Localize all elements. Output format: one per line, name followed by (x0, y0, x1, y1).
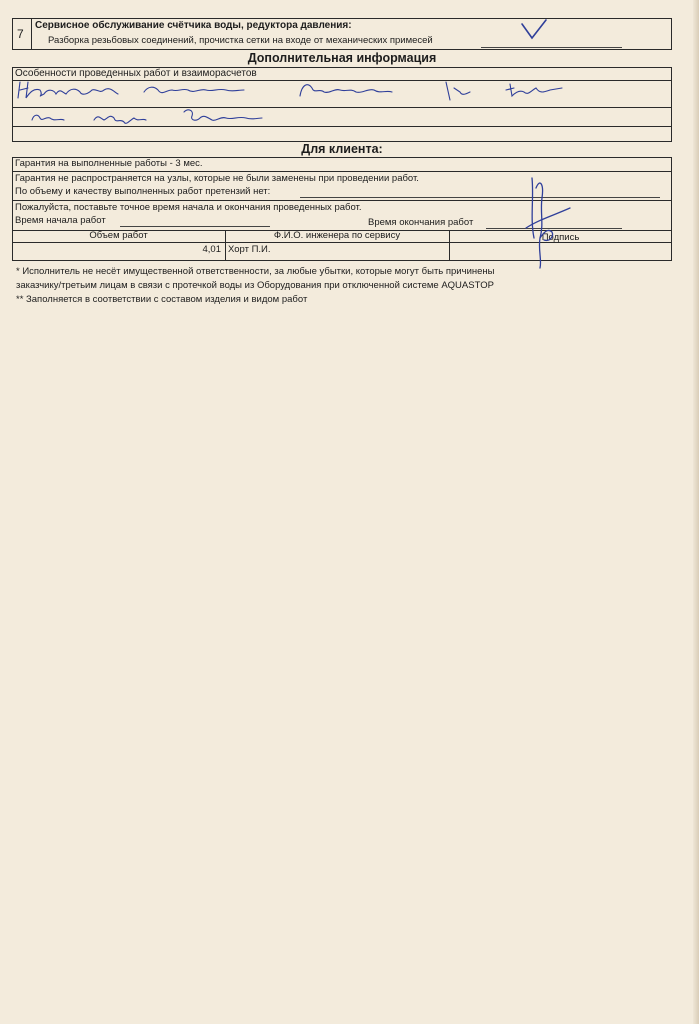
features-label: Особенности проведенных работ и взаиморасчетов (15, 68, 257, 79)
footnote-1-line-1: * Исполнитель не несёт имущественной ответственности, за любые убытки, которые могут быть причинены (16, 266, 495, 277)
paper-edge (693, 0, 699, 1024)
client-header: Для клиента: (301, 142, 383, 156)
table-header-volume: Объем работ (89, 230, 148, 241)
section-task: Разборка резьбовых соединений, прочистка сетки на входе от механических примесей (48, 35, 433, 46)
warranty-exclusion: Гарантия не распространяется на узлы, которые не были заменены при проведении работ. (15, 173, 419, 184)
additional-info-header: Дополнительная информация (247, 51, 437, 65)
table-header-signature: Подпись (541, 232, 580, 243)
table-cell-volume: 4,01 (202, 244, 221, 255)
table-cell-engineer: Хорт П.И. (228, 244, 271, 255)
section-number: 7 (17, 27, 24, 41)
checkmark-icon (520, 18, 548, 44)
footnote-1-line-2: заказчику/третьим лицам в связи с протечкой воды из Оборудования при отключенной системе AQUASTOP (16, 280, 494, 291)
footnote-2: ** Заполняется в соответствии с составом изделия и видом работ (16, 294, 308, 305)
signature (522, 168, 574, 278)
handwritten-notes (14, 78, 574, 136)
table-header-engineer: Ф.И.О. инженера по сервису (273, 230, 401, 241)
end-time-label: Время окончания работ (368, 217, 474, 228)
start-time-label: Время начала работ (15, 215, 106, 226)
no-claims-text: По объему и качеству выполненных работ претензий нет: (15, 186, 271, 197)
section-title: Сервисное обслуживание счётчика воды, редуктора давления: (35, 20, 352, 31)
warranty-text: Гарантия на выполненные работы - 3 мес. (15, 158, 203, 169)
time-request: Пожалуйста, поставьте точное время начала и окончания проведенных работ. (15, 202, 362, 213)
